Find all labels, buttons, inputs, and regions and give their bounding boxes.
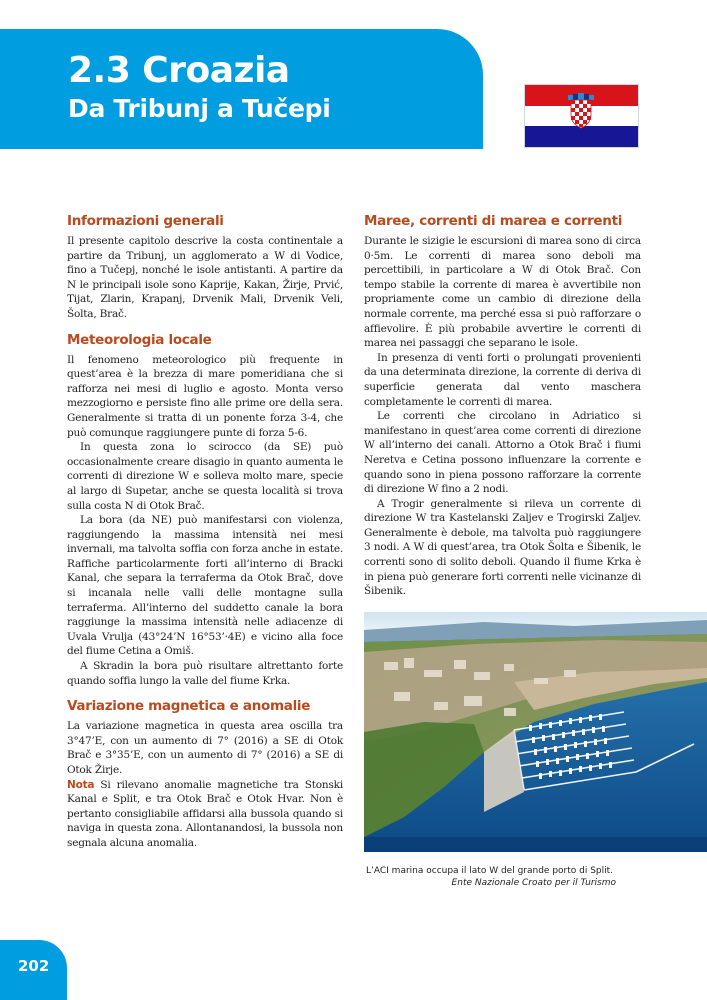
paragraph: Le correnti che circolano in Adriatico si manifestano in quest’area come correnti di direzione W all’interno dei canali. Attorno a Otok Brač i fiumi Neretva e Cetina possono influenzare la corrente e quando sono in piena possono rafforzare la corrente di direzione W fino a 2 nodi. bbox=[364, 410, 641, 496]
paragraph: A Skradin la bora può risultare altrettanto forte quando soffia lungo la valle del fiume Krka. bbox=[67, 660, 343, 687]
paragraph: Il fenomeno meteorologico più frequente in quest’area è la brezza di mare pomeridiana che si rafforza nei mesi di luglio e agosto. Monta verso mezzogiorno e persiste fino alle prime ore della sera. Generalmente si tratta di un ponente forza 3-4, che può comunque raggiungere punte di forza 5-6. bbox=[67, 353, 343, 439]
croatia-flag-icon bbox=[525, 85, 638, 147]
section-maree-correnti bbox=[364, 212, 641, 599]
note-label: Nota bbox=[67, 778, 95, 791]
note-paragraph bbox=[67, 778, 343, 851]
left-column bbox=[67, 209, 343, 851]
right-column bbox=[364, 209, 641, 599]
section-meteorologia-locale bbox=[67, 331, 343, 689]
section-heading: Informazioni generali bbox=[67, 213, 224, 229]
photo-credit: Ente Nazionale Croato per il Turismo bbox=[451, 878, 616, 888]
paragraph: In questa zona lo scirocco (da SE) può occasionalmente creare disagio in quanto aumenta le correnti di direzione W e solleva molto mare, specie al largo di Supetar, anche se questa località si trova sulla costa N di Otok Brač. bbox=[67, 441, 343, 512]
paragraph: In presenza di venti forti o prolungati provenienti da una determinata direzione, la corrente di deriva di superficie generata dal vento maschera completamente le correnti di marea. bbox=[364, 351, 641, 408]
page-number: 202 bbox=[18, 957, 50, 975]
note-text: Si rilevano anomalie magnetiche tra Stonski Kanal e Split, e tra Otok Brač e Otok Hvar. Non è pertanto consigliabile affidarsi alla bussola quando si naviga in questa zona. Allontanandosi, la bussola non segnala alcuna anomalia. bbox=[67, 778, 343, 849]
paragraph: La bora (da NE) può manifestarsi con violenza, raggiungendo la massima intensità nei mesi invernali, ma talvolta soffia con forza anche in estate. Raffiche particolarmente forti all’interno di Bracki Kanal, che separa la terraferma da Otok Brač, dove si incanala nelle valli delle montagne sulla terraferma. All’interno del suddetto canale la bora raggiunge la massima intensità nelle adiacenze di Uvala Vrulja (43°24’N 16°53’·4E) e vicino alla foce del fiume Cetina a Omiš. bbox=[67, 514, 343, 658]
photo-caption bbox=[366, 865, 616, 889]
paragraph: Il presente capitolo descrive la costa continentale a partire da Tribunj, un agglomerato a W di Vodice, fino a Tučepj, nonché le isole antistanti. A partire da N le principali isole sono Kaprije, Kakan, Žirje, Prvić, Tijat, Zlarin, Krapanj, Drvenik Mali, Drvenik Veli, Šolta, Brač. bbox=[67, 235, 343, 320]
marina-photo bbox=[364, 612, 707, 852]
caption-text: L’ACI marina occupa il lato W del grande porto di Split. bbox=[366, 866, 614, 876]
paragraph: A Trogir generalmente si rileva un corrente di direzione W tra Kastelanski Zaljev e Trogirski Zaljev. Generalmente è debole, ma talvolta può raggiungere 3 nodi. A W di quest’area, tra Otok Šolta e Šibenik, le correnti sono di solito deboli. Quando il fiume Krka è in piena può generare forti correnti nelle vicinanze di Šibenik. bbox=[364, 497, 641, 598]
chapter-title: 2.3 Croazia bbox=[68, 50, 290, 91]
section-heading: Maree, correnti di marea e correnti bbox=[364, 213, 623, 229]
section-informazioni-generali bbox=[67, 212, 343, 322]
paragraph: La variazione magnetica in questa area oscilla tra 3°47’E, con un aumento di 7° (2016) a SE di Otok Brač e 3°35’E, con un aumento di 7° (2016) a SE di Otok Žirje. bbox=[67, 720, 343, 776]
section-heading: Meteorologia locale bbox=[67, 331, 212, 348]
section-heading: Variazione magnetica e anomalie bbox=[67, 698, 311, 715]
section-variazione-magnetica bbox=[67, 697, 343, 850]
paragraph: Durante le sizigie le escursioni di marea sono di circa 0·5m. Le correnti di marea sono deboli ma percettibili, in particolare a W di Otok Brač. Con tempo stabile la corrente di marea è avvertibile non propriamente come un cambio di direzione della normale corrente, ma perché essa si può rafforzare o affievolire. È più probabile avvertire le correnti di marea nei passaggi che separano le isole. bbox=[364, 235, 641, 350]
chapter-subtitle: Da Tribunj a Tučepi bbox=[68, 94, 331, 123]
